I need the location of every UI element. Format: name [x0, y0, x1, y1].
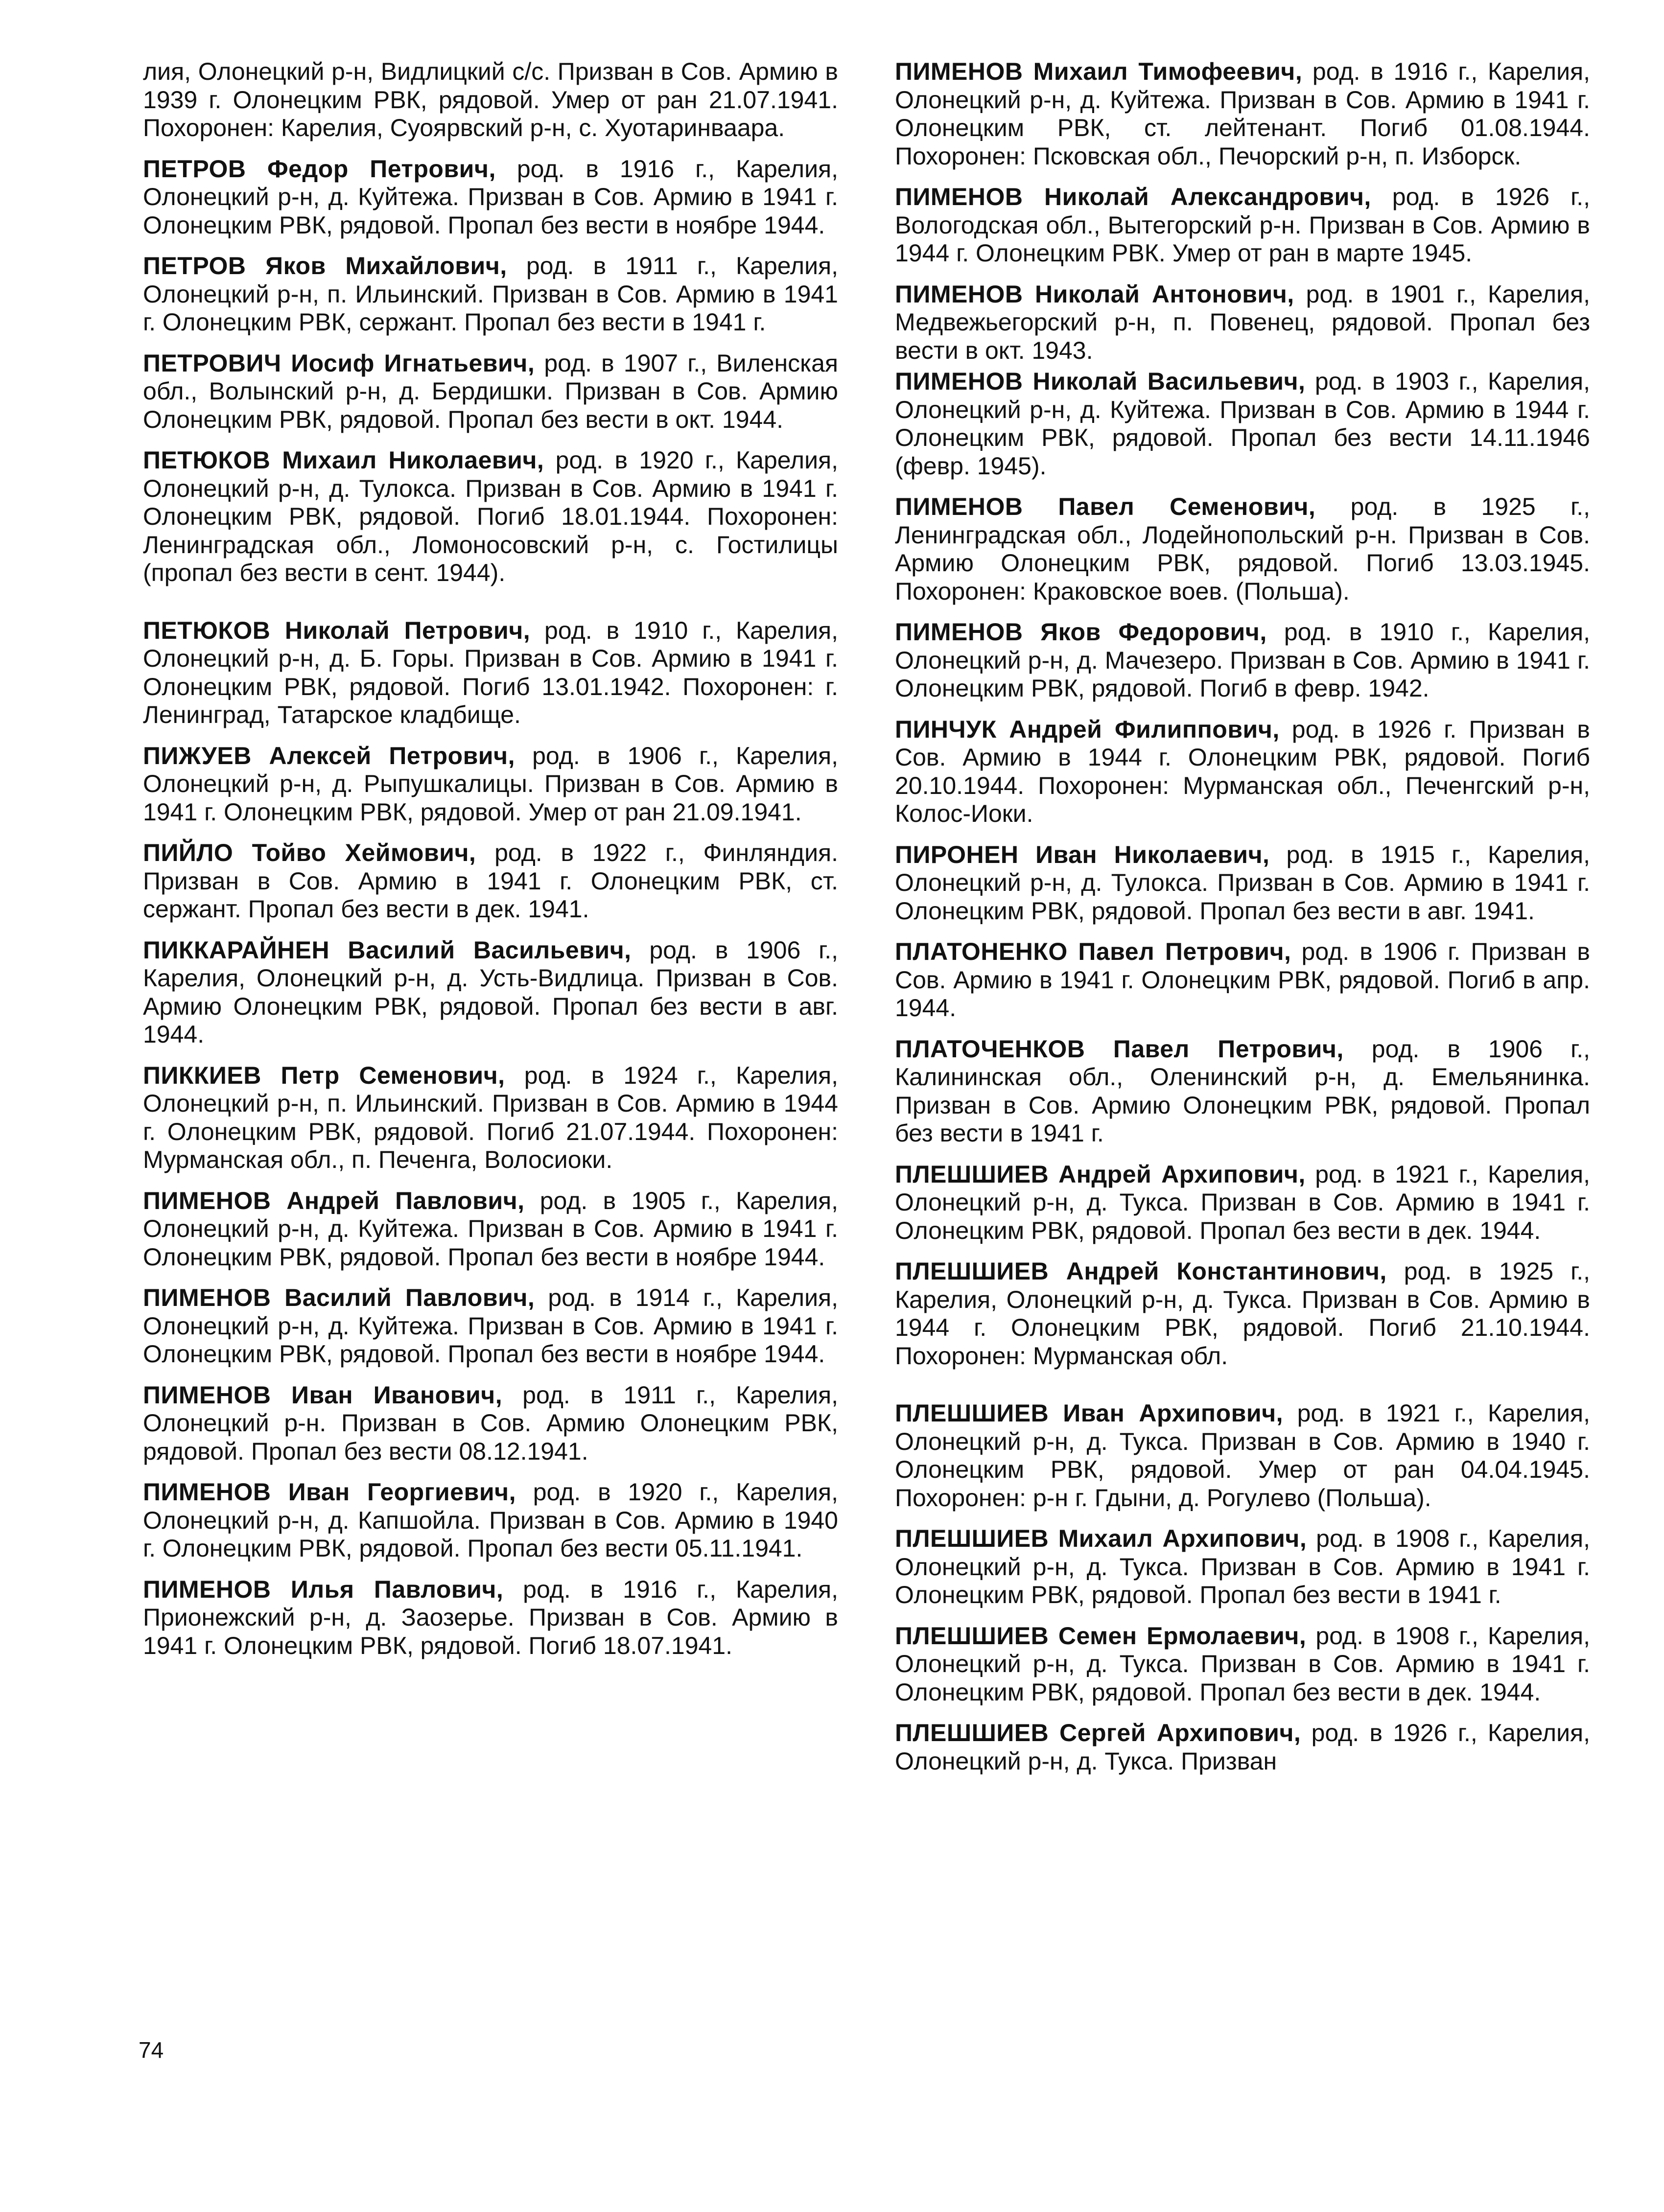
entry-text: род. в 1925 г., Ленинградская обл., Лодейнопольский р-н. Призван в Сов. Армию Олонецким РВК, рядовой. Погиб 13.03.1945. Похоронен: Краковское воев. (Польша).	[895, 493, 1590, 605]
entry	[143, 936, 838, 1049]
entry	[895, 1719, 1590, 1775]
entry-text: род. в 1908 г., Карелия, Олонецкий р-н, д. Тукса. Призван в Сов. Армию в 1941 г. Олонецким РВК, рядовой. Пропал без вести в дек. 1944.	[895, 1622, 1590, 1706]
entry-text: род. в 1901 г., Карелия, Медвежьегорский р-н, п. Повенец, рядовой. Пропал без вести в окт. 1943.	[895, 280, 1590, 364]
entry	[895, 493, 1590, 605]
entry-name: ПИМЕНОВ Иван Георгиевич,	[143, 1478, 516, 1506]
entry	[143, 1576, 838, 1660]
entry-name: ПЛЕШШИЕВ Семен Ермолаевич,	[895, 1622, 1307, 1650]
entry-text: род. в 1905 г., Карелия, Олонецкий р-н, д. Куйтежа. Призван в Сов. Армию в 1941 г. Олонецким РВК, рядовой. Пропал без вести в ноябре 1944.	[143, 1187, 838, 1271]
entry	[895, 1257, 1590, 1370]
entry-text: род. в 1903 г., Карелия, Олонецкий р-н, д. Куйтежа. Призван в Сов. Армию в 1944 г. Олонецким РВК, рядовой. Пропал без вести 14.11.1946 (февр. 1945).	[895, 368, 1590, 480]
entry	[895, 841, 1590, 926]
entry-text: род. в 1924 г., Карелия, Олонецкий р-н, п. Ильинский. Призван в Сов. Армию в 1944 г. Олонецким РВК, рядовой. Погиб 21.07.1944. Похоронен: Мурманская обл., п. Печенга, Волосиоки.	[143, 1061, 838, 1173]
entry-text: лия, Олонецкий р-н, Видлицкий с/с. Призван в Сов. Армию в 1939 г. Олонецким РВК, рядовой. Умер от ран 21.07.1941. Похоронен: Карелия, Суоярвский р-н, с. Хуотаринваара.	[143, 58, 838, 141]
entry-name: ПИНЧУК Андрей Филиппович,	[895, 715, 1280, 743]
entry-name: ПИМЕНОВ Иван Иванович,	[143, 1381, 503, 1409]
page-number: 74	[139, 2037, 164, 2063]
right-column	[895, 58, 1590, 1788]
entry-name: ПЕТЮКОВ Николай Петрович,	[143, 616, 531, 644]
entry-name: ПЕТРОВИЧ Иосиф Игнатьевич,	[143, 349, 535, 377]
entry-name: ПИМЕНОВ Николай Васильевич,	[895, 368, 1306, 395]
entry	[895, 938, 1590, 1023]
entry	[143, 252, 838, 337]
entry	[143, 1284, 838, 1369]
entry	[895, 368, 1590, 480]
entry-name: ПИМЕНОВ Николай Александрович,	[895, 183, 1371, 210]
entry-text: род. в 1926 г., Вологодская обл., Вытегорский р-н. Призван в Сов. Армию в 1944 г. Олонецким РВК. Умер от ран в марте 1945.	[895, 183, 1591, 267]
entry	[143, 155, 838, 240]
entry	[143, 1187, 838, 1272]
entry-text: род. в 1926 г. Призван в Сов. Армию в 1944 г. Олонецким РВК, рядовой. Погиб 20.10.1944. Похоронен: Мурманская обл., Печенгский р-н, Колос-Иоки.	[895, 715, 1590, 827]
entry-name: ПИРОНЕН Иван Николаевич,	[895, 840, 1270, 868]
entry	[895, 1161, 1590, 1245]
entry	[143, 839, 838, 924]
entry-text: род. в 1906 г., Карелия, Олонецкий р-н, д. Усть-Видлица. Призван в Сов. Армию Олонецким РВК, рядовой. Пропал без вести в авг. 1944.	[143, 936, 839, 1048]
entry	[895, 1622, 1590, 1707]
entry-name: ПИККАРАЙНЕН Василий Васильевич,	[143, 936, 632, 964]
entry-text: род. в 1915 г., Карелия, Олонецкий р-н, д. Тулокса. Призван в Сов. Армию в 1941 г. Олонецким РВК, рядовой. Пропал без вести в авг. 1941.	[895, 840, 1590, 925]
entry-name: ПИККИЕВ Петр Семенович,	[143, 1061, 505, 1089]
entry-name: ПИМЕНОВ Андрей Павлович,	[143, 1187, 525, 1214]
entry-text: род. в 1911 г., Карелия, Олонецкий р-н. Призван в Сов. Армию Олонецким РВК, рядовой. Пропал без вести 08.12.1941.	[143, 1381, 839, 1465]
entry-name: ПЛАТОНЕНКО Павел Петрович,	[895, 938, 1291, 965]
entry-text: род. в 1906 г., Карелия, Олонецкий р-н, д. Рыпушкалицы. Призван в Сов. Армию в 1941 г. Олонецким РВК, рядовой. Умер от ран 21.09.1941.	[143, 742, 838, 826]
entry-name: ПЕТЮКОВ Михаил Николаевич,	[143, 446, 544, 474]
entry-text: род. в 1906 г., Калининская обл., Оленинский р-н, д. Емельянинка. Призван в Сов. Армию Олонецким РВК, рядовой. Пропал без вести в 1941 г.	[895, 1035, 1590, 1147]
entry-text: род. в 1911 г., Карелия, Олонецкий р-н, п. Ильинский. Призван в Сов. Армию в 1941 г. Олонецким РВК, сержант. Пропал без вести в 1941 г.	[143, 252, 838, 336]
entry	[895, 716, 1590, 828]
entry	[143, 742, 838, 827]
entry-text: род. в 1921 г., Карелия, Олонецкий р-н, д. Тукса. Призван в Сов. Армию в 1940 г. Олонецким РВК, рядовой. Умер от ран 04.04.1945. Похоронен: р-н г. Гдыни, д. Рогулево (Польша).	[895, 1399, 1591, 1512]
entry	[143, 1062, 838, 1174]
entry-name: ПЛЕШШИЕВ Андрей Архипович,	[895, 1160, 1306, 1188]
entry-text: род. в 1916 г., Карелия, Олонецкий р-н, д. Куйтежа. Призван в Сов. Армию в 1941 г. Олонецким РВК, ст. лейтенант. Погиб 01.08.1944. Похоронен: Псковская обл., Печорский р-н, п. Изборск.	[895, 58, 1590, 170]
entry	[895, 183, 1590, 268]
entry-text: род. в 1916 г., Карелия, Прионежский р-н, д. Заозерье. Призван в Сов. Армию в 1941 г. Олонецким РВК, рядовой. Погиб 18.07.1941.	[143, 1575, 838, 1659]
entry-name: ПЕТРОВ Федор Петрович,	[143, 155, 496, 183]
entry-name: ПИМЕНОВ Василий Павлович,	[143, 1284, 535, 1311]
entry-text: род. в 1926 г., Карелия, Олонецкий р-н, д. Тукса. Призван	[895, 1719, 1590, 1775]
entry-name: ПИМЕНОВ Илья Павлович,	[143, 1575, 504, 1603]
entry-text: род. в 1908 г., Карелия, Олонецкий р-н, д. Тукса. Призван в Сов. Армию в 1941 г. Олонецким РВК, рядовой. Пропал без вести в 1941 г.	[895, 1525, 1590, 1608]
entry-name: ПЛЕШШИЕВ Иван Архипович,	[895, 1399, 1284, 1427]
entry	[895, 1035, 1590, 1148]
entry-name: ПИЖУЕВ Алексей Петрович,	[143, 742, 515, 769]
left-column	[143, 58, 838, 1673]
entry	[895, 618, 1590, 703]
entry-text: род. в 1907 г., Виленская обл., Волынский р-н, д. Бердишки. Призван в Сов. Армию Олонецким РВК, рядовой. Пропал без вести в окт. 1944.	[143, 349, 839, 433]
entry	[895, 1525, 1590, 1609]
entry-text: род. в 1922 г., Финляндия. Призван в Сов. Армию в 1941 г. Олонецким РВК, ст. сержант. Пропал без вести в дек. 1941.	[143, 839, 838, 923]
entry-text: род. в 1910 г., Карелия, Олонецкий р-н, д. Мачезеро. Призван в Сов. Армию в 1941 г. Олонецким РВК, рядовой. Погиб в февр. 1942.	[895, 618, 1590, 702]
entry-name: ПЕТРОВ Яков Михайлович,	[143, 252, 507, 279]
entry-text: род. в 1921 г., Карелия, Олонецкий р-н, д. Тукса. Призван в Сов. Армию в 1941 г. Олонецким РВК, рядовой. Пропал без вести в дек. 1944.	[895, 1160, 1590, 1244]
entry-name: ПИМЕНОВ Михаил Тимофеевич,	[895, 58, 1303, 85]
entry-text: род. в 1906 г. Призван в Сов. Армию в 1941 г. Олонецким РВК, рядовой. Погиб в апр. 1944.	[895, 938, 1590, 1022]
entry	[143, 1381, 838, 1466]
entry-name: ПИМЕНОВ Яков Федорович,	[895, 618, 1267, 646]
entry	[143, 58, 838, 142]
entry	[143, 617, 838, 729]
entry	[143, 349, 838, 434]
entry-text: род. в 1914 г., Карелия, Олонецкий р-н, д. Куйтежа. Призван в Сов. Армию в 1941 г. Олонецким РВК, рядовой. Пропал без вести в ноябре 1944.	[143, 1284, 838, 1368]
entry-name: ПИЙЛО Тойво Хеймович,	[143, 839, 476, 866]
entry-text: род. в 1916 г., Карелия, Олонецкий р-н, д. Куйтежа. Призван в Сов. Армию в 1941 г. Олонецким РВК, рядовой. Пропал без вести в ноябре 1944.	[143, 155, 838, 239]
entry	[895, 1399, 1590, 1512]
entry	[895, 58, 1590, 170]
entry-name: ПЛЕШШИЕВ Андрей Константинович,	[895, 1257, 1387, 1285]
entry	[143, 446, 838, 587]
entry-name: ПЛЕШШИЕВ Сергей Архипович,	[895, 1719, 1301, 1746]
entry	[143, 1478, 838, 1563]
entry-name: ПИМЕНОВ Павел Семенович,	[895, 493, 1316, 520]
entry-name: ПЛЕШШИЕВ Михаил Архипович,	[895, 1525, 1307, 1552]
entry-text: род. в 1920 г., Карелия, Олонецкий р-н, д. Капшойла. Призван в Сов. Армию в 1940 г. Олонецким РВК, рядовой. Пропал без вести 05.11.1941.	[143, 1478, 838, 1562]
entry-name: ПИМЕНОВ Николай Антонович,	[895, 280, 1294, 308]
entry-text: род. в 1920 г., Карелия, Олонецкий р-н, д. Тулокса. Призван в Сов. Армию в 1941 г. Олонецким РВК, рядовой. Погиб 18.01.1944. Похоронен: Ленинградская обл., Ломоносовский р-н, с. Гостилицы (пропал без вести в сент. 1944).	[143, 446, 838, 586]
entry	[895, 280, 1590, 365]
entry-text: род. в 1910 г., Карелия, Олонецкий р-н, д. Б. Горы. Призван в Сов. Армию в 1941 г. Олонецким РВК, рядовой. Погиб 13.01.1942. Похоронен: г. Ленинград, Татарское кладбище.	[143, 616, 838, 728]
entry-name: ПЛАТОЧЕНКОВ Павел Петрович,	[895, 1035, 1344, 1063]
entry-text: род. в 1925 г., Карелия, Олонецкий р-н, д. Тукса. Призван в Сов. Армию в 1944 г. Олонецким РВК, рядовой. Погиб 21.10.1944. Похоронен: Мурманская обл.	[895, 1257, 1590, 1370]
